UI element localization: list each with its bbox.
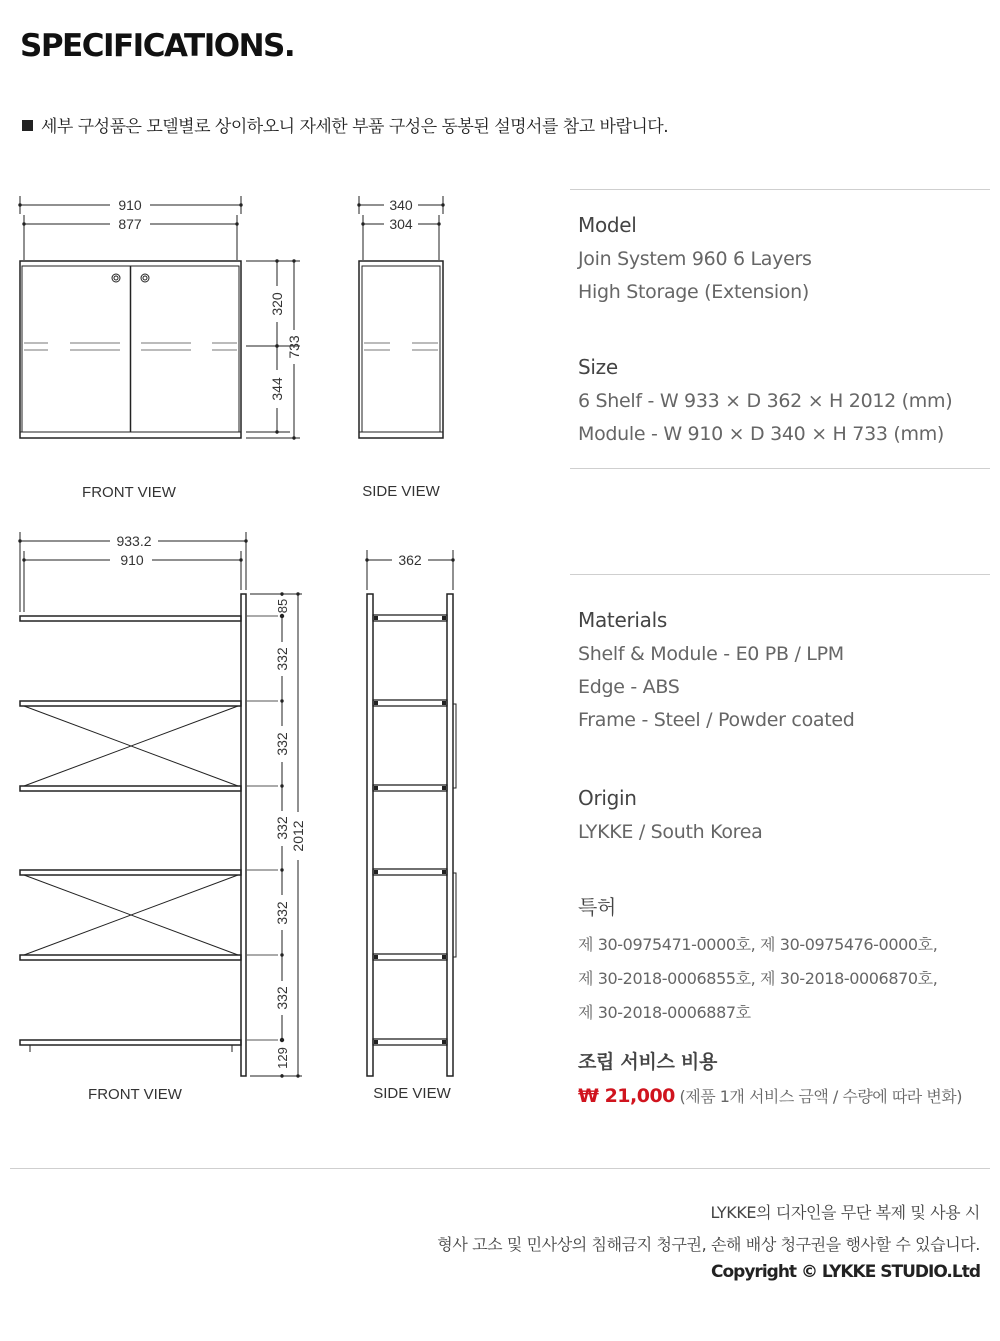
spec-line: 6 Shelf - W 933 × D 362 × H 2012 (mm) <box>578 390 953 412</box>
footer-line-1: LYKKE의 디자인을 무단 복제 및 사용 시 <box>710 1203 980 1222</box>
shelf-gap-label: 332 <box>274 986 290 1010</box>
divider <box>10 1168 990 1169</box>
spec-line: LYKKE / South Korea <box>578 821 763 843</box>
spec-line: High Storage (Extension) <box>578 281 809 303</box>
spec-line: Frame - Steel / Powder coated <box>578 709 855 731</box>
spec-origin <box>578 786 763 843</box>
shelf-width-outer-label: 933.2 <box>116 533 152 549</box>
divider <box>570 574 990 575</box>
shelf-front-view-caption: FRONT VIEW <box>88 1086 182 1103</box>
module-front-view-caption: FRONT VIEW <box>82 484 176 501</box>
module-front-dimensions <box>20 196 300 438</box>
shelf-bottom-gap-label: 129 <box>275 1047 290 1069</box>
notice-label: 세부 구성품은 모델별로 상이하오니 자세한 부품 구성은 동봉된 설명서를 참고 바랍니다. <box>41 117 669 137</box>
module-front-view <box>20 261 241 438</box>
module-depth-inner-label: 304 <box>389 216 413 232</box>
shelf-gap-label: 332 <box>274 901 290 925</box>
spec-line: Edge - ABS <box>578 676 680 698</box>
page-title: SPECIFICATIONS. <box>20 28 295 64</box>
module-width-inner-label: 877 <box>118 216 142 232</box>
spec-size <box>578 355 952 445</box>
shelf-top-gap-label: 85 <box>275 598 290 614</box>
footer-copyright: Copyright © LYKKE STUDIO.Ltd <box>711 1262 980 1282</box>
shelf-total-height-label: 2012 <box>290 820 306 852</box>
shelf-front-view <box>20 594 278 1076</box>
spec-line: Module - W 910 × D 340 × H 733 (mm) <box>578 423 945 445</box>
assembly-heading: 조립 서비스 비용 <box>578 1051 718 1073</box>
shelf-gap-label: 332 <box>274 647 290 671</box>
shelf-gap-label: 332 <box>274 732 290 756</box>
spec-heading: Materials <box>578 608 667 632</box>
spec-heading: Origin <box>578 786 637 810</box>
spec-line: 제 30-2018-0006855호, 제 30-2018-0006870호, <box>578 969 938 988</box>
shelf-width-inner-label: 910 <box>120 552 144 568</box>
module-total-height-label: 733 <box>286 335 302 359</box>
shelf-side-view-caption: SIDE VIEW <box>373 1085 451 1102</box>
spec-line: Shelf & Module - E0 PB / LPM <box>578 643 844 665</box>
spec-heading: Model <box>578 213 637 237</box>
module-side-view <box>359 196 443 438</box>
spec-model <box>578 213 812 303</box>
shelf-gap-label: 332 <box>274 816 290 840</box>
module-depth-outer-label: 340 <box>389 197 413 213</box>
module-upper-height-label: 320 <box>269 292 285 316</box>
spec-assembly <box>578 1047 962 1107</box>
spec-line: 제 30-0975471-0000호, 제 30-0975476-0000호, <box>578 935 938 954</box>
assembly-price: ₩ 21,000 <box>578 1085 675 1107</box>
spec-heading: 특허 <box>578 895 617 919</box>
spec-patent <box>578 891 937 1023</box>
divider <box>570 468 990 469</box>
module-side-view-caption: SIDE VIEW <box>362 483 440 500</box>
spec-materials <box>578 608 855 731</box>
module-width-outer-label: 910 <box>118 197 142 213</box>
shelf-depth-label: 362 <box>398 552 422 568</box>
spec-heading: Size <box>578 355 618 379</box>
footer-line-2: 형사 고소 및 민사상의 침해금지 청구권, 손해 배상 청구권을 행사할 수 있습니다. <box>437 1235 980 1254</box>
module-lower-height-label: 344 <box>269 377 285 401</box>
spec-line: Join System 960 6 Layers <box>578 248 812 270</box>
shelf-side-view <box>367 550 456 1076</box>
assembly-note: (제품 1개 서비스 금액 / 수량에 따라 변화) <box>679 1087 962 1106</box>
shelf-front-dimensions <box>20 532 302 1076</box>
spec-line: 제 30-2018-0006887호 <box>578 1003 751 1022</box>
divider <box>570 189 990 190</box>
assembly-price-line <box>578 1084 962 1107</box>
